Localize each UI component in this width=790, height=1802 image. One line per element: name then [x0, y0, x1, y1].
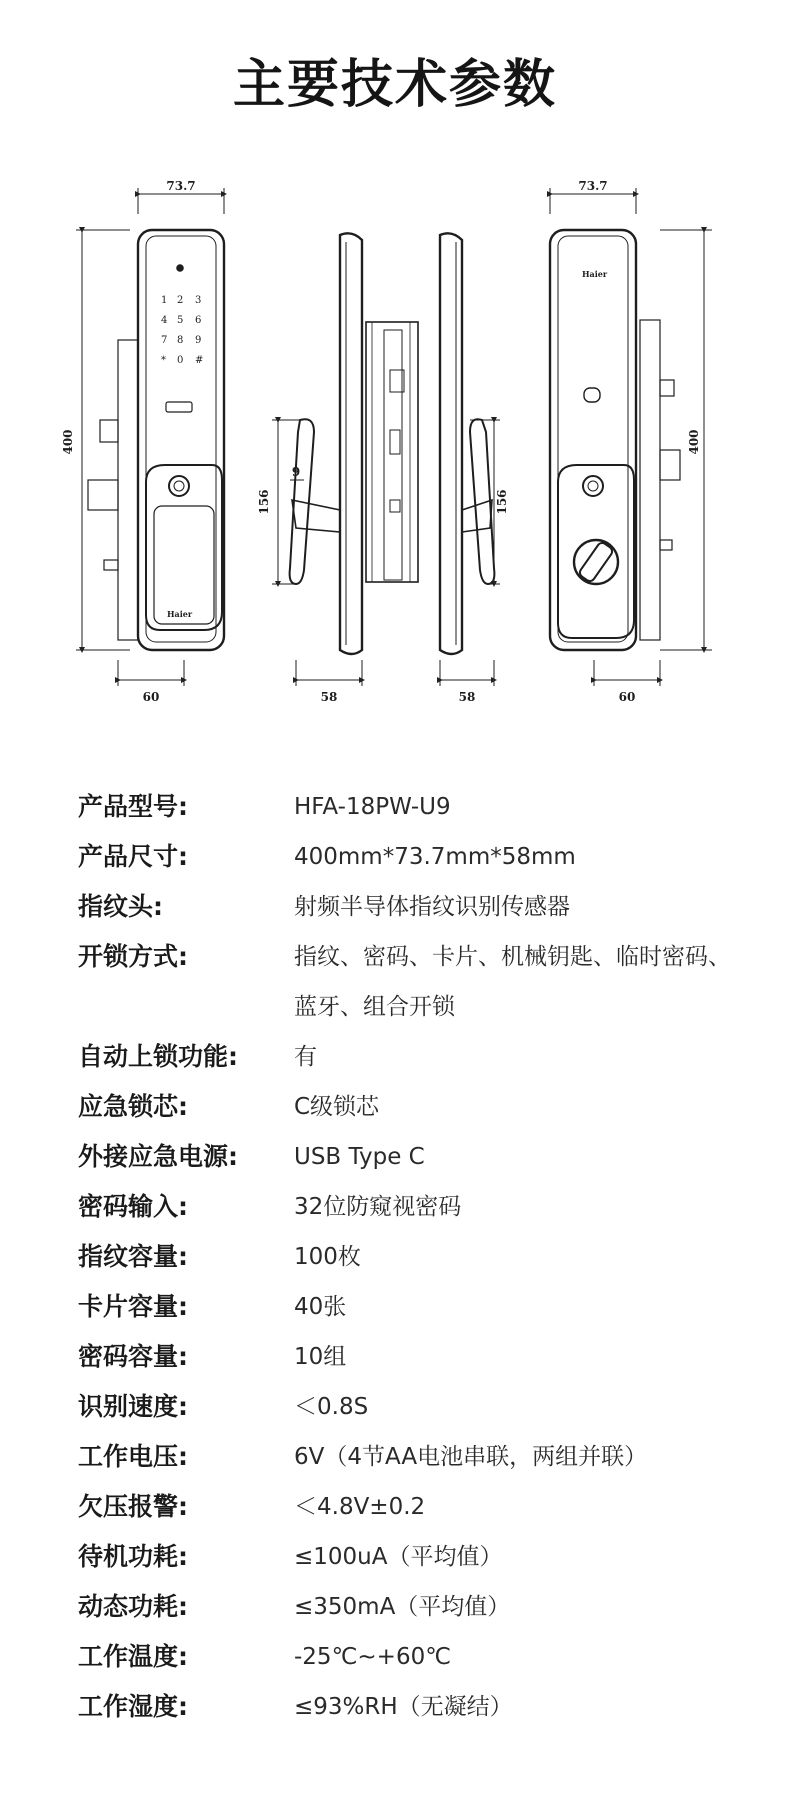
- spec-label: 卡片容量:: [78, 1292, 188, 1321]
- dim-bottom-left: 60: [142, 690, 160, 704]
- spec-value-line: 蓝牙、组合开锁: [294, 994, 455, 1020]
- spec-value-line: 100枚: [294, 1244, 361, 1270]
- spec-row: [78, 1432, 778, 1482]
- spec-value: [294, 1282, 778, 1332]
- spec-value: [294, 1682, 778, 1732]
- spec-value: [294, 1182, 778, 1232]
- spec-label: 应急锁芯:: [78, 1092, 188, 1121]
- spec-value-line: 10组: [294, 1344, 347, 1370]
- spec-label: 产品尺寸:: [78, 842, 188, 871]
- spec-row: [78, 1082, 778, 1132]
- spec-row: [78, 932, 778, 1032]
- keypad-key: 4: [161, 315, 168, 326]
- spec-row: [78, 1332, 778, 1382]
- spec-row: [78, 1232, 778, 1282]
- spec-value: [294, 1482, 778, 1532]
- keypad-key: 6: [195, 315, 202, 326]
- front-keypad: [161, 295, 203, 619]
- spec-label: 欠压报警:: [78, 1492, 188, 1521]
- spec-value: [294, 1032, 778, 1082]
- dim-handle-offset: 9: [291, 465, 301, 479]
- spec-row: [78, 832, 778, 882]
- keypad-key: 1: [161, 295, 168, 306]
- lock-technical-drawing: [0, 180, 790, 720]
- spec-value-line: ＜4.8V±0.2: [294, 1494, 426, 1520]
- keypad-key: 0: [177, 355, 184, 366]
- spec-label: 工作电压:: [78, 1442, 188, 1471]
- spec-row: [78, 1682, 778, 1732]
- front-view: [88, 230, 224, 650]
- spec-row: [78, 1132, 778, 1182]
- spec-label: 动态功耗:: [78, 1592, 188, 1621]
- spec-row: [78, 882, 778, 932]
- page-title: 主要技术参数: [232, 55, 557, 115]
- spec-value-line: ≤350mA（平均值）: [294, 1594, 511, 1620]
- spec-row: [78, 782, 778, 832]
- spec-value: [294, 1232, 778, 1282]
- brand-front: Haier: [167, 609, 193, 619]
- spec-label: 工作湿度:: [78, 1692, 188, 1721]
- keypad-key: *: [161, 355, 166, 366]
- spec-value: [294, 1432, 778, 1482]
- dim-handle-height-right: 156: [495, 489, 509, 515]
- brand-back: Haier: [582, 269, 608, 279]
- spec-row: [78, 1032, 778, 1082]
- spec-value: [294, 1332, 778, 1382]
- spec-row: [78, 1632, 778, 1682]
- spec-value-line: 400mm*73.7mm*58mm: [294, 844, 576, 870]
- dim-handle-height: 156: [257, 489, 271, 515]
- spec-value-line: 32位防窥视密码: [294, 1194, 462, 1220]
- dim-bottom-mid-right: 58: [458, 690, 476, 704]
- spec-row: [78, 1582, 778, 1632]
- spec-label: 密码输入:: [78, 1192, 188, 1221]
- keypad-key: 8: [177, 335, 184, 346]
- spec-value-line: 6V（4节AA电池串联，两组并联）: [294, 1444, 648, 1470]
- spec-label: 产品型号:: [78, 792, 188, 821]
- dim-height-left: 400: [61, 429, 75, 455]
- dim-top-left: 73.7: [166, 180, 196, 193]
- spec-value: [294, 932, 778, 1032]
- spec-label: 指纹容量:: [78, 1242, 188, 1271]
- side-view: [290, 233, 495, 654]
- spec-label: 待机功耗:: [78, 1542, 188, 1571]
- spec-label: 自动上锁功能:: [78, 1042, 238, 1071]
- spec-value-line: 有: [294, 1044, 317, 1070]
- spec-value: [294, 832, 778, 882]
- keypad-key: 3: [195, 295, 202, 306]
- dim-bottom-mid-left: 58: [320, 690, 338, 704]
- spec-label: 指纹头:: [78, 892, 163, 921]
- spec-value: [294, 1082, 778, 1132]
- spec-value: [294, 1532, 778, 1582]
- spec-row: [78, 1382, 778, 1432]
- spec-value: [294, 782, 778, 832]
- spec-label: 外接应急电源:: [78, 1142, 238, 1171]
- spec-value-line: C级锁芯: [294, 1094, 380, 1120]
- keypad-key: 5: [177, 315, 184, 326]
- dim-top-right: 73.7: [578, 180, 608, 193]
- spec-label: 识别速度:: [78, 1392, 188, 1421]
- spec-value: [294, 1132, 778, 1182]
- spec-value: [294, 1632, 778, 1682]
- spec-label: 密码容量:: [78, 1342, 188, 1371]
- spec-label: 开锁方式:: [78, 942, 188, 971]
- keypad-key: 7: [161, 335, 168, 346]
- back-view: [550, 230, 680, 650]
- spec-table: [78, 782, 778, 1732]
- spec-value-line: ≤100uA（平均值）: [294, 1544, 503, 1570]
- spec-value: [294, 1582, 778, 1632]
- spec-value-line: 射频半导体指纹识别传感器: [294, 894, 570, 920]
- spec-value-line: ＜0.8S: [294, 1394, 369, 1420]
- keypad-key: 2: [177, 295, 184, 306]
- dim-height-right: 400: [687, 429, 701, 455]
- spec-value-line: 40张: [294, 1294, 347, 1320]
- spec-value-line: -25℃~+60℃: [294, 1644, 452, 1670]
- spec-value: [294, 882, 778, 932]
- spec-value-line: 指纹、密码、卡片、机械钥匙、临时密码、: [294, 944, 731, 970]
- spec-value: [294, 1382, 778, 1432]
- spec-value-line: USB Type C: [294, 1144, 425, 1170]
- keypad-key: #: [195, 355, 204, 366]
- dim-bottom-right: 60: [618, 690, 636, 704]
- spec-label: 工作温度:: [78, 1642, 188, 1671]
- spec-row: [78, 1282, 778, 1332]
- spec-row: [78, 1182, 778, 1232]
- spec-row: [78, 1532, 778, 1582]
- spec-value-line: HFA-18PW-U9: [294, 794, 451, 820]
- keypad-key: 9: [195, 335, 202, 346]
- spec-row: [78, 1482, 778, 1532]
- spec-value-line: ≤93%RH（无凝结）: [294, 1694, 513, 1720]
